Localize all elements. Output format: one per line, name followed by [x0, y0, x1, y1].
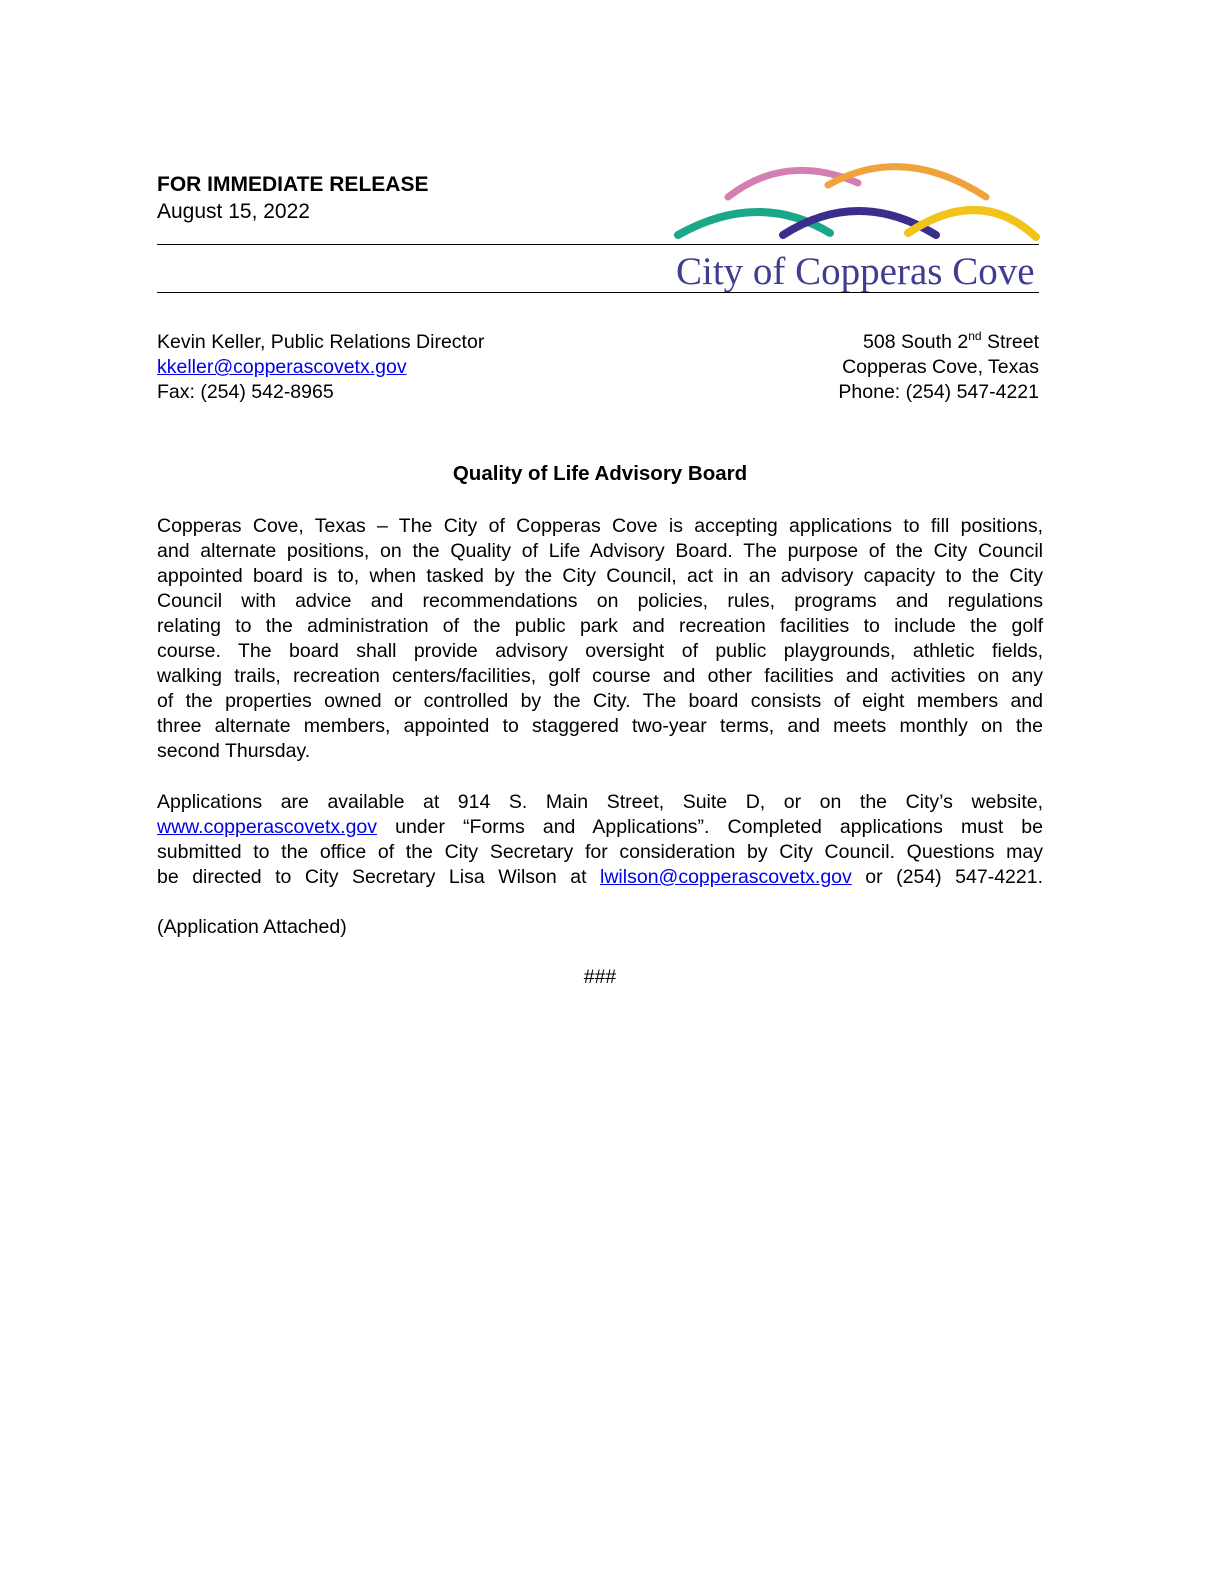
paragraph-text: or (254) 547-4221.: [851, 866, 1043, 888]
paragraph-line: Council with advice and recommendations on policies, rules, programs and regulations: [157, 590, 1043, 612]
release-label: FOR IMMEDIATE RELEASE: [157, 173, 429, 196]
paragraph-line: [157, 815, 1043, 840]
paragraph-line: and alternate positions, on the Quality of Life Advisory Board. The purpose of the City Council: [157, 540, 1043, 562]
paragraph-line: of the properties owned or controlled by the City. The board consists of eight members and: [157, 690, 1043, 712]
contact-name: Kevin Keller, Public Relations Director: [157, 331, 485, 353]
street-address-name: Street: [981, 331, 1039, 353]
paragraph-line: relating to the administration of the public park and recreation facilities to include the golf: [157, 615, 1043, 637]
paragraph-line: course. The board shall provide advisory oversight of public playgrounds, athletic fields,: [157, 640, 1043, 662]
street-address: [838, 330, 1039, 355]
website-link[interactable]: www.copperascovetx.gov: [157, 816, 378, 838]
paragraph-line: submitted to the office of the City Secretary for consideration by City Council. Questions may: [157, 841, 1043, 863]
contact-fax: Fax: (254) 542-8965: [157, 381, 334, 403]
release-date: August 15, 2022: [157, 200, 310, 223]
contact-block: [157, 330, 484, 405]
paragraph-line: appointed board is to, when tasked by the City Council, act in an advisory capacity to the City: [157, 565, 1043, 587]
street-ordinal-suffix: nd: [968, 328, 982, 343]
city-state: Copperas Cove, Texas: [842, 356, 1039, 378]
contact-email-link[interactable]: kkeller@copperascovetx.gov: [157, 356, 407, 378]
paragraph-line: Copperas Cove, Texas – The City of Copperas Cove is accepting applications to fill positions,: [157, 515, 1043, 537]
address-block: [838, 330, 1039, 405]
paragraph-line: walking trails, recreation centers/facilities, golf course and other facilities and activities on any: [157, 665, 1043, 687]
street-address-number: 508 South 2: [863, 331, 969, 353]
logo-arc-pink: [728, 170, 858, 197]
body-paragraph-2: [157, 790, 1043, 890]
paragraph-line: [157, 865, 1043, 890]
logo-wordmark: City of Copperas Cove: [676, 250, 1035, 293]
paragraph-text: under “Forms and Applications”. Completed applications must be: [377, 816, 1043, 838]
header-rule-bottom: [157, 292, 1039, 293]
secretary-email-link[interactable]: lwilson@copperascovetx.gov: [600, 866, 852, 888]
headline: Quality of Life Advisory Board: [452, 462, 748, 485]
body-paragraph-1: [157, 514, 1043, 764]
paragraph-line: three alternate members, appointed to staggered two-year terms, and meets monthly on the: [157, 715, 1043, 737]
paragraph-text: be directed to City Secretary Lisa Wilson at: [157, 866, 601, 888]
contact-phone: Phone: (254) 547-4221: [838, 381, 1039, 403]
paragraph-line: second Thursday.: [157, 740, 311, 762]
paragraph-line: Applications are available at 914 S. Main Street, Suite D, or on the City’s website,: [157, 791, 1043, 813]
attachment-note: (Application Attached): [157, 916, 347, 938]
header-rule-top: [157, 244, 1039, 245]
end-mark: ###: [583, 966, 617, 988]
